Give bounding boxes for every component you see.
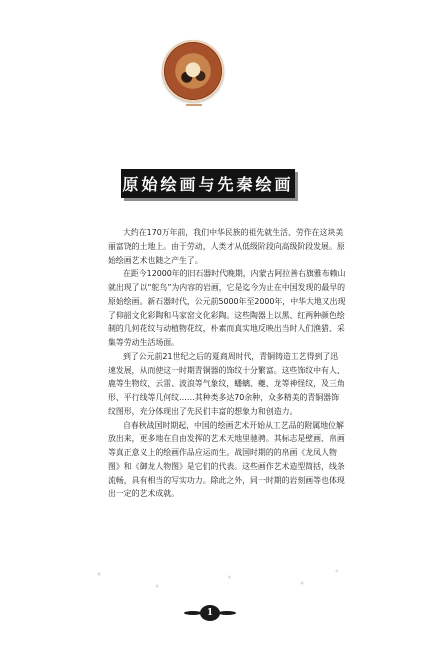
paragraph-1: 大约在170万年前，我们中华民族的祖先就生活、劳作在这块美丽富饶的土地上。由于劳动，人类才从低级阶段向高级阶段发展。原始绘画艺术也随之产生了。 [108, 228, 345, 265]
body-text [108, 226, 346, 501]
decorative-rule [186, 104, 202, 106]
chapter-title-banner [121, 169, 295, 198]
paper-speckle [70, 565, 360, 595]
ornament-leaf-right [218, 611, 236, 615]
paragraph-4: 自春秋战国时期起，中国的绘画艺术开始从工艺品的附属地位解放出来，更多地在自由发挥的艺术天地里驰骋。其标志是壁画、帛画等真正意义上的绘画作品应运而生。战国时期的的帛画《龙凤人物图》和《御龙人物图》是它们的代表。这些画作艺术造型简括，线条流畅，具有相当的写实功力。除此之外，同一时期的岩刻画等也体现出一定的艺术成就。 [108, 420, 345, 499]
chapter-title: 原始绘画与先秦绘画 [122, 175, 294, 194]
paragraph-2: 在距今12000年的旧石器时代晚期，内蒙古阿拉善右旗雅布赖山就出现了以“鸵鸟”为内容的岩画，它是迄今为止在中国发现的最早的原始绘画。新石器时代，公元前5000年至2000年，中华大地又出现了仰韶文化彩陶和马家窑文化彩陶。这些陶器上以黑、红两种颜色绘制的几何花纹与动植物花纹，朴素而真实地反映出当时人们渔猎、采集等劳动生活场面。 [108, 269, 346, 347]
page-number-ornament [180, 605, 240, 621]
page-number: 1 [200, 605, 220, 621]
paragraph-3: 到了公元前21世纪之后的夏商周时代，青铜铸造工艺得到了迅速发展，从而使这一时期青铜器的饰纹十分繁富。这些饰纹中有人、鹿等生物纹，云雷、波浪等气象纹，蟠螭、夔、龙等神怪纹，及三角形、平行线等几何纹……其种类多达70余种，众多精美的青铜器饰纹图形，充分体现出了先民们丰富的想象力和创造力。 [108, 351, 345, 416]
decorative-painting-vignette [162, 40, 224, 102]
